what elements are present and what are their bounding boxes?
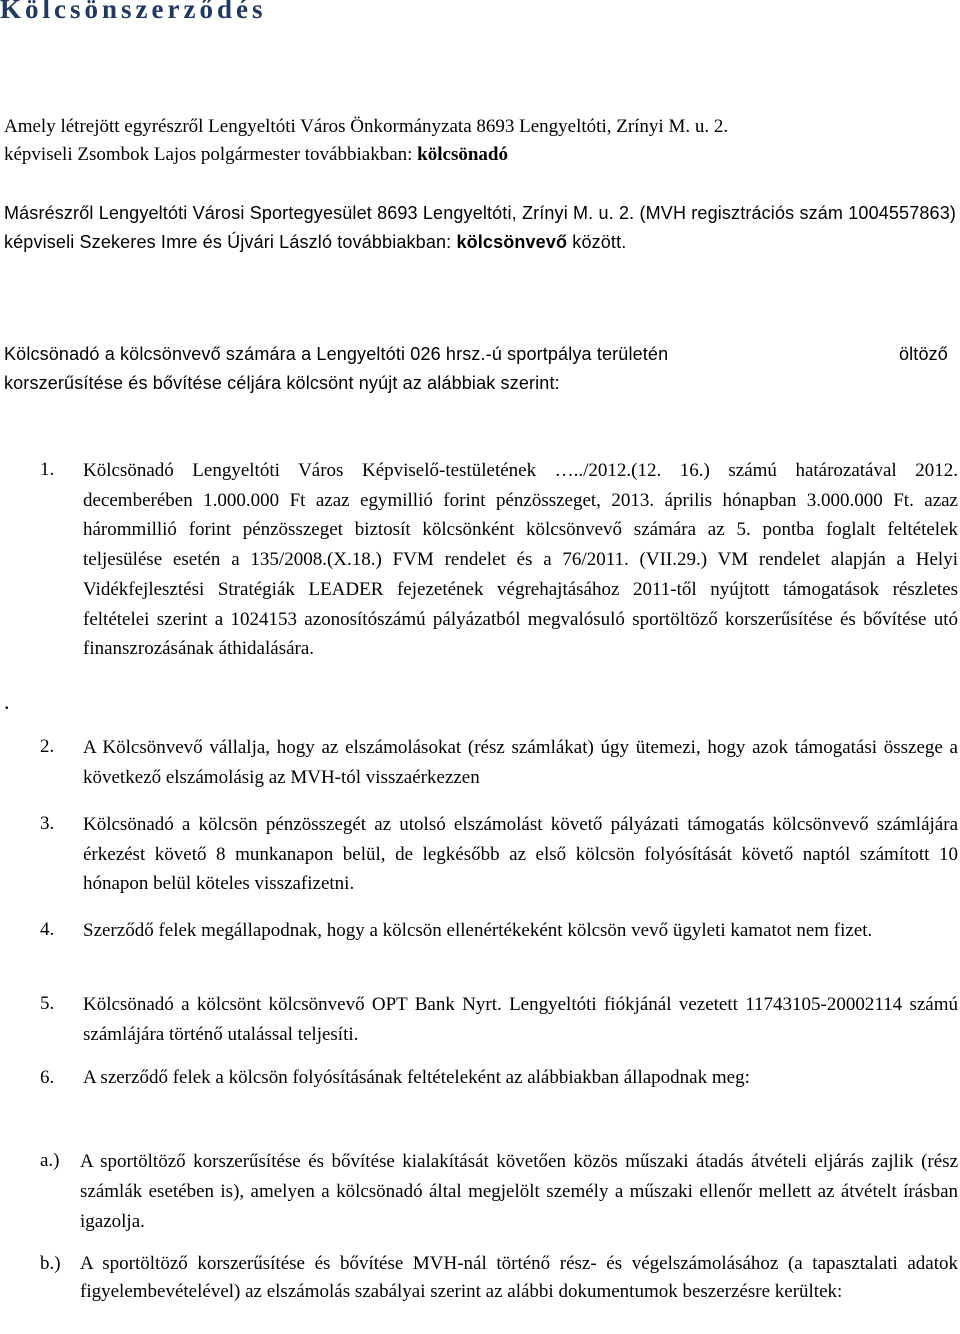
purpose-line-1-end: öltöző <box>899 344 948 364</box>
item-text: Szerződő felek megállapodnak, hogy a kölcsön ellenértékeként kölcsön vevő ügyleti kamatot nem fizet. <box>83 920 873 941</box>
item-number: 1. <box>40 459 55 480</box>
intro-line-2-text: képviseli Zsombok Lajos polgármester továbbiakban: <box>4 144 418 165</box>
document-title: Kölcsönszerződés <box>0 0 267 24</box>
borrower-term: kölcsönvevő <box>456 232 568 252</box>
item-number: 5. <box>40 993 55 1014</box>
item-text: A szerződő felek a kölcsön folyósításának feltételeként az alábbiakban állapodnak meg: <box>83 1067 750 1088</box>
item-text: Kölcsönadó a kölcsönt kölcsönvevő OPT Bank Nyrt. Lengyeltóti fiókjánál vezetett 11743105-20002114 számú számlájára történő utalással teljesíti. <box>83 994 958 1045</box>
stray-mark: . <box>4 689 10 714</box>
party-2-paragraph <box>4 199 956 257</box>
purpose-line-1-main: Kölcsönadó a kölcsönvevő számára a Lengyeltóti 026 hrsz.-ú sportpálya területén <box>4 344 669 364</box>
lender-term: kölcsönadó <box>417 144 508 165</box>
item-text: A sportöltöző korszerűsítése és bővítése MVH-nál történő rész- és végelszámolásához (a tapasztalati adatok figyelembevételével) az elszámolás szabályai szerint az alábbi dokumentumok beszerzésre kerültek: <box>80 1253 958 1302</box>
item-number: 4. <box>40 919 55 940</box>
party-2-suffix: között. <box>567 232 627 252</box>
item-text: Kölcsönadó a kölcsön pénzösszegét az utolsó elszámolást követő pályázati támogatás kölcsönvevő számlájára érkezést követő 8 munkanapon belül, de legkésőbb az első kölcsön folyósítását követő naptól számított 10 hónapon belül köteles visszafizetni. <box>83 814 958 894</box>
item-text: Kölcsönadó Lengyeltóti Város Képviselő-testületének …../2012.(12. 16.) számú határozatával 2012. decemberében 1.000.000 Ft azaz egymillió forint pénzösszeget, 2013. április hónapban 3.000.000 Ft. azaz hárommillió forint pénzösszeget biztosít kölcsönként kölcsönvevő számára az 5. pontba foglalt feltételek teljesülése esetén a 135/2008.(X.18.) FVM rendelet és a 76/2011. (VII.29.) VM rendelet alapján a Helyi Vidékfejlesztési Stratégiák LEADER fejezetének végrehajtásához 2011-től nyújtott támogatások részletes feltételei szerint a 1024153 azonosítószámú pályázatból megvalósuló sportöltöző korszerűsítése és bővítése utó finanszrozásának áthidalására. <box>83 460 958 660</box>
purpose-line-2: korszerűsítése és bővítése céljára kölcsönt nyújt az alábbiak szerint: <box>4 373 560 393</box>
item-number: 6. <box>40 1067 55 1088</box>
intro-line-1: Amely létrejött egyrészről Lengyeltóti Város Önkormányzata 8693 Lengyeltóti, Zrínyi M. u. 2. <box>4 116 729 137</box>
intro-line-2 <box>4 141 960 169</box>
party-2-text: Másrészről Lengyeltóti Városi Sportegyesület 8693 Lengyeltóti, Zrínyi M. u. 2. (MVH regisztrációs szám 1004557863) képviseli Szekeres Imre és Újvári László továbbiakban: <box>4 203 956 252</box>
item-number: 3. <box>40 813 55 834</box>
item-text: A Kölcsönvevő vállalja, hogy az elszámolásokat (rész számlákat) úgy ütemezi, hogy azok támogatási összege a következő elszámolásig az MVH-tól visszaérkezzen <box>83 737 958 788</box>
item-number: 2. <box>40 736 55 757</box>
purpose-line-1 <box>4 340 960 369</box>
item-text: A sportöltöző korszerűsítése és bővítése kialakítását követően közös műszaki átadás átvételi eljárás zajlik (rész számlák esetében is), amelyen a kölcsönadó által megjelölt személy a műszaki ellenőr mellett az átvételt írásban igazolja. <box>80 1151 958 1232</box>
item-letter: a.) <box>40 1150 60 1171</box>
item-letter: b.) <box>40 1253 61 1274</box>
